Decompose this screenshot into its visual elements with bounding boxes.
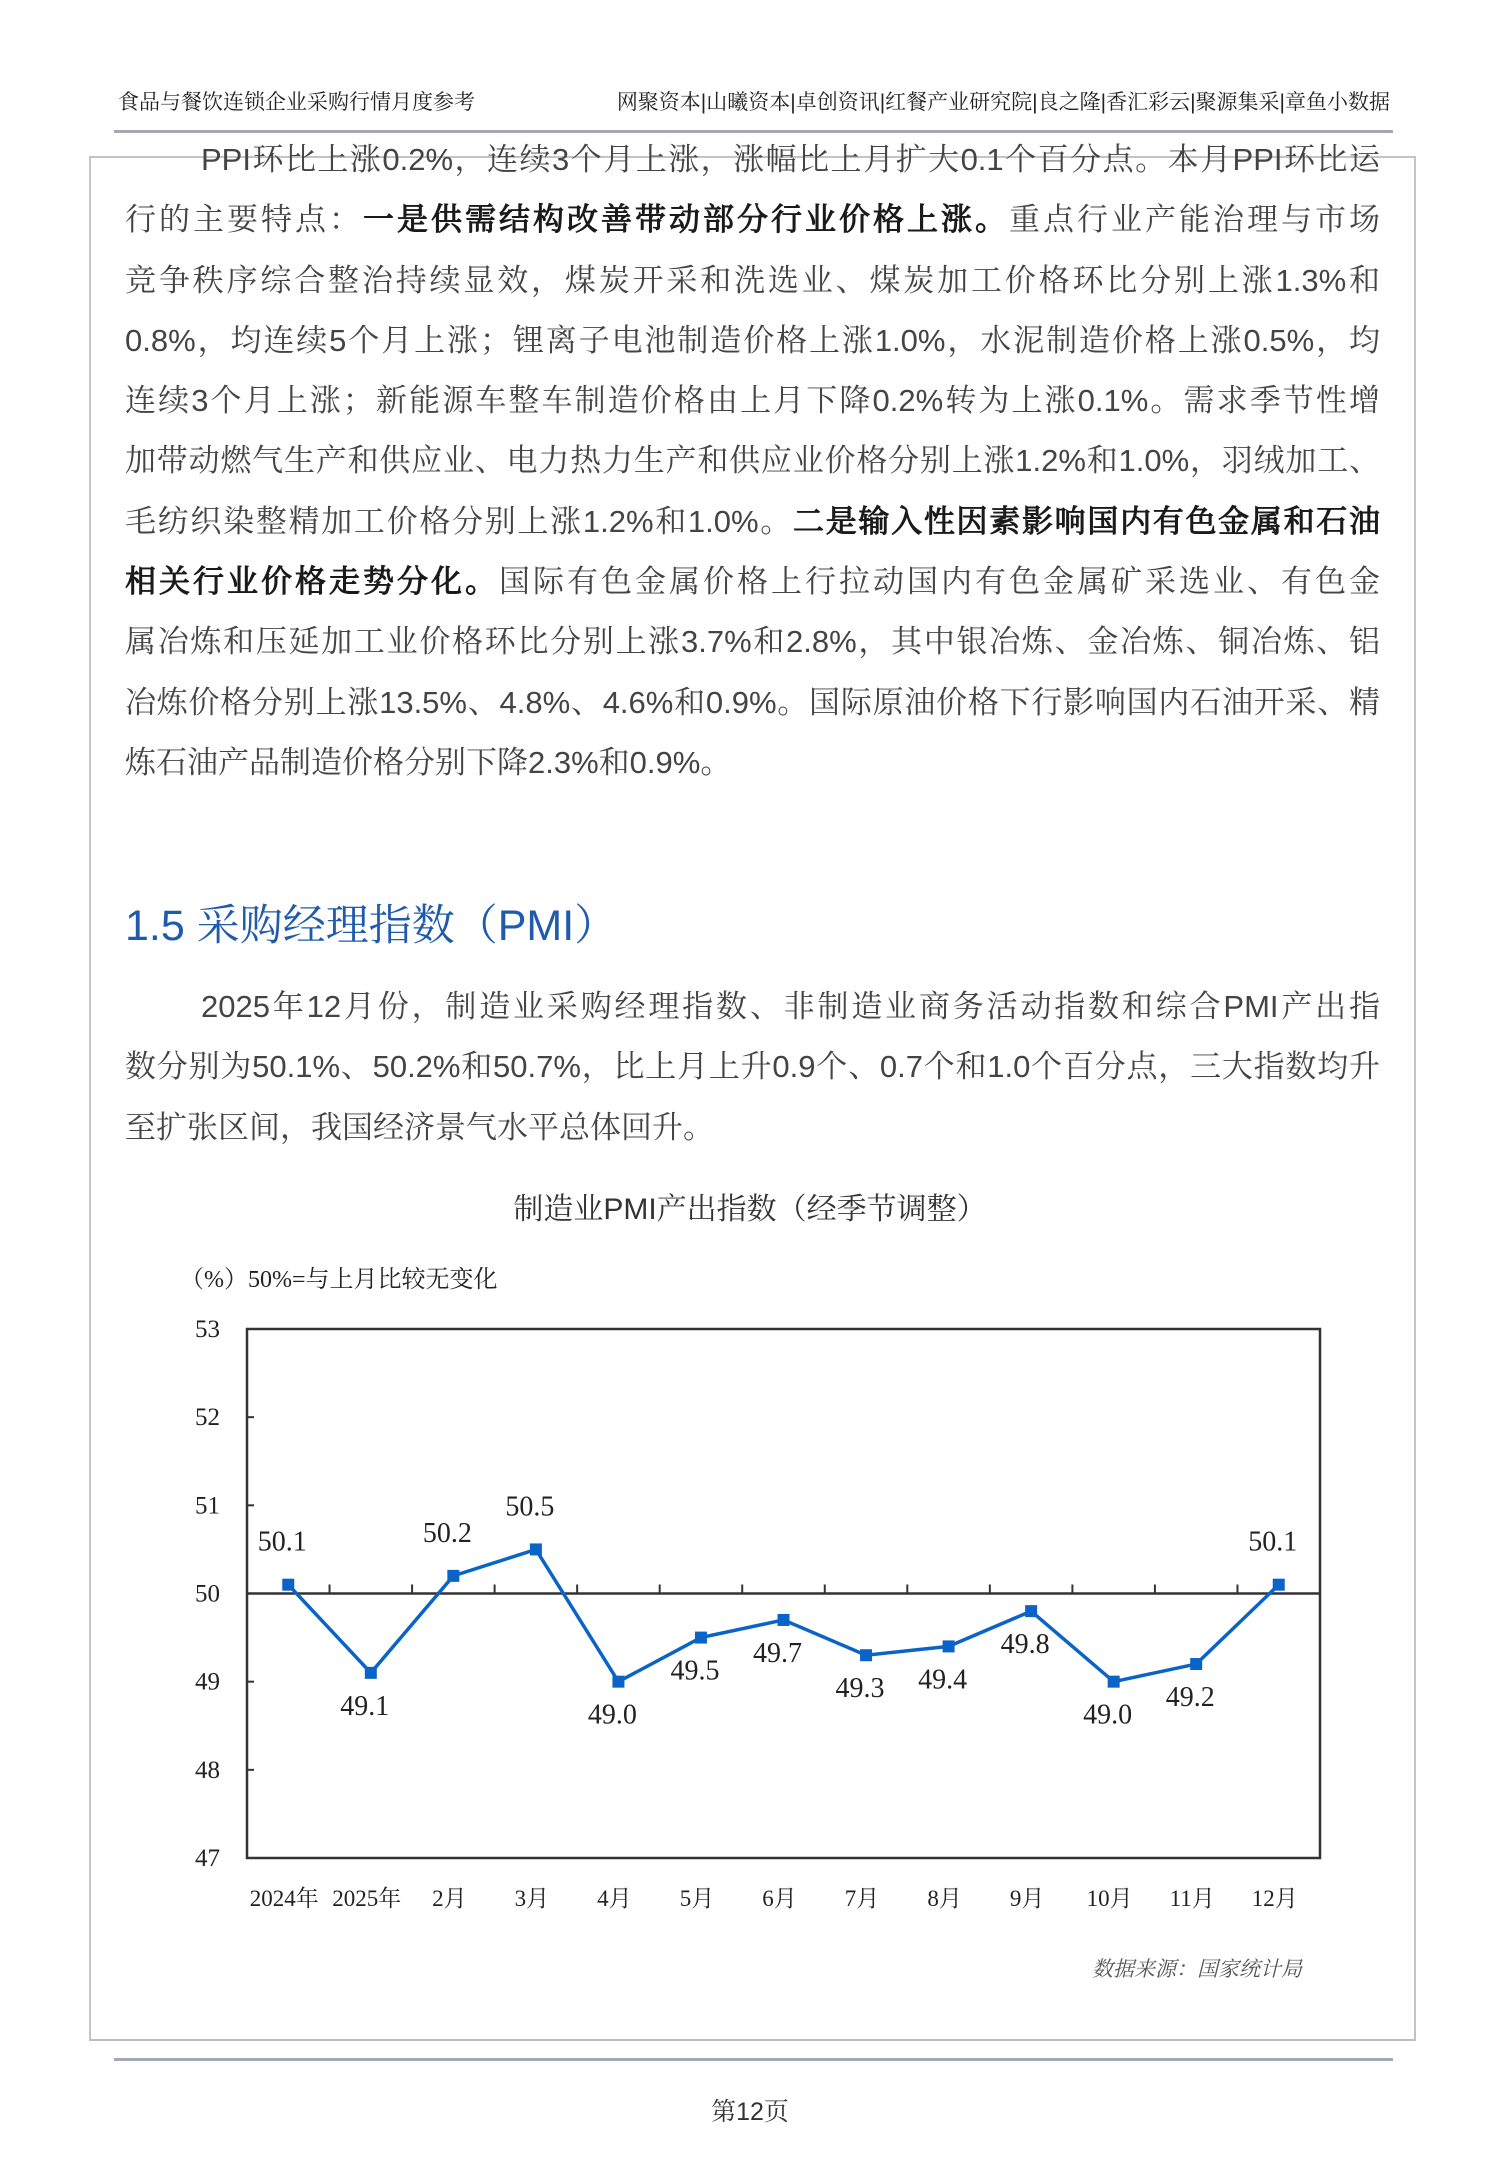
bold-text: 相关行业价格走势分化。 xyxy=(125,564,499,600)
text-segment: 0.8%，均连续5个月上涨；锂离子电池制造价格上涨1.0%，水泥制造价格上涨0.5%，均 xyxy=(125,322,1380,358)
x-tick-label: 2025年 xyxy=(332,1886,402,1911)
data-point xyxy=(778,1614,790,1626)
x-tick-label: 2024年 xyxy=(249,1886,319,1911)
data-label: 50.1 xyxy=(257,1526,307,1558)
data-label: 49.4 xyxy=(918,1664,968,1696)
bold-text: 二是输入性因素影响国内有色金属和石油 xyxy=(793,503,1380,539)
data-point xyxy=(530,1543,542,1555)
x-tick-label: 3月 xyxy=(514,1886,550,1911)
data-point xyxy=(365,1667,377,1679)
chart-source: 数据来源：国家统计局 xyxy=(1092,1958,1302,1981)
x-tick-label: 2月 xyxy=(432,1886,467,1911)
header-title: 食品与餐饮连锁企业采购行情月度参考 xyxy=(118,91,475,114)
footer-divider xyxy=(114,2058,1393,2061)
data-point xyxy=(860,1649,872,1661)
data-point xyxy=(1025,1605,1037,1617)
data-label: 49.3 xyxy=(835,1673,885,1705)
data-label: 49.7 xyxy=(753,1637,802,1669)
data-label: 49.8 xyxy=(1000,1629,1050,1661)
data-point xyxy=(282,1579,294,1591)
x-tick-label: 10月 xyxy=(1086,1886,1133,1911)
data-label: 49.1 xyxy=(340,1690,390,1722)
text-segment: 2025年12月份，制造业采购经理指数、非制造业商务活动指数和综合PMI产出指 xyxy=(201,989,1380,1024)
data-label: 49.2 xyxy=(1165,1682,1215,1714)
data-point xyxy=(1190,1658,1202,1670)
y-tick-label: 52 xyxy=(195,1404,220,1432)
x-tick-label: 9月 xyxy=(1009,1886,1045,1911)
data-point xyxy=(943,1640,955,1652)
data-label: 49.5 xyxy=(670,1655,720,1687)
text-segment: 毛纺织染整精加工价格分别上涨1.2%和1.0%。 xyxy=(125,503,794,539)
data-point xyxy=(695,1632,707,1644)
data-label: 50.1 xyxy=(1248,1526,1298,1558)
page-number: 第12页 xyxy=(711,2098,789,2126)
y-tick-label: 50 xyxy=(195,1580,220,1608)
x-tick-label: 4月 xyxy=(597,1886,632,1911)
data-label: 50.5 xyxy=(505,1491,555,1523)
text-segment: 炼石油产品制造价格分别下降2.3%和0.9%。 xyxy=(125,744,732,780)
text-segment: 国际有色金属价格上行拉动国内有色金属矿采选业、有色金 xyxy=(499,564,1380,600)
text-segment: 行的主要特点： xyxy=(125,202,363,238)
unit-note: （%）50%=与上月比较无变化 xyxy=(180,1267,498,1293)
data-point xyxy=(1108,1676,1120,1688)
y-tick-label: 49 xyxy=(195,1668,220,1696)
text-segment: 数分别为50.1%、50.2%和50.7%，比上月上升0.9个、0.7个和1.0个百分点，三大指数均升 xyxy=(125,1049,1380,1085)
text-segment: 属冶炼和压延加工业价格环比分别上涨3.7%和2.8%，其中银冶炼、金冶炼、铜冶炼、铝 xyxy=(125,624,1380,660)
data-label: 49.0 xyxy=(1083,1699,1133,1731)
y-tick-label: 47 xyxy=(195,1845,220,1872)
section-heading: 1.5 采购经理指数（PMI） xyxy=(125,902,618,950)
bold-text: 一是供需结构改善带动部分行业价格上涨。 xyxy=(363,202,1009,238)
y-tick-label: 53 xyxy=(195,1316,220,1343)
data-point xyxy=(1273,1579,1285,1591)
x-tick-label: 12月 xyxy=(1251,1886,1298,1911)
text-segment: 至扩张区间，我国经济景气水平总体回升。 xyxy=(125,1109,714,1145)
text-segment: 冶炼价格分别上涨13.5%、4.8%、4.6%和0.9%。国际原油价格下行影响国内石油开采、精 xyxy=(125,684,1380,720)
text-segment: PPI环比上涨0.2%，连续3个月上涨，涨幅比上月扩大0.1个百分点。本月PPI环比运 xyxy=(201,142,1380,177)
x-tick-label: 6月 xyxy=(762,1886,797,1911)
x-tick-label: 7月 xyxy=(844,1886,880,1911)
data-point xyxy=(447,1570,459,1582)
data-label: 50.2 xyxy=(422,1517,472,1549)
text-segment: 加带动燃气生产和供应业、电力热力生产和供应业价格分别上涨1.2%和1.0%，羽绒加工、 xyxy=(125,443,1380,479)
data-point xyxy=(612,1676,624,1688)
text-segment: 连续3个月上涨；新能源车整车制造价格由上月下降0.2%转为上涨0.1%。需求季节性增 xyxy=(125,383,1380,419)
data-label: 49.0 xyxy=(587,1699,637,1731)
x-tick-label: 5月 xyxy=(679,1886,715,1911)
chart-title: 制造业PMI产出指数（经季节调整） xyxy=(513,1193,987,1226)
text-segment: 重点行业产能治理与市场 xyxy=(1009,202,1380,238)
x-tick-label: 8月 xyxy=(927,1886,962,1911)
text-segment: 竞争秩序综合整治持续显效，煤炭开采和洗选业、煤炭加工价格环比分别上涨1.3%和 xyxy=(125,262,1380,298)
x-tick-label: 11月 xyxy=(1169,1886,1215,1911)
header-partners: 网聚资本|山曦资本|卓创资讯|红餐产业研究院|良之隆|香汇彩云|聚源集采|章鱼小数据 xyxy=(616,91,1390,114)
y-tick-label: 51 xyxy=(195,1492,220,1520)
y-tick-label: 48 xyxy=(195,1756,220,1784)
